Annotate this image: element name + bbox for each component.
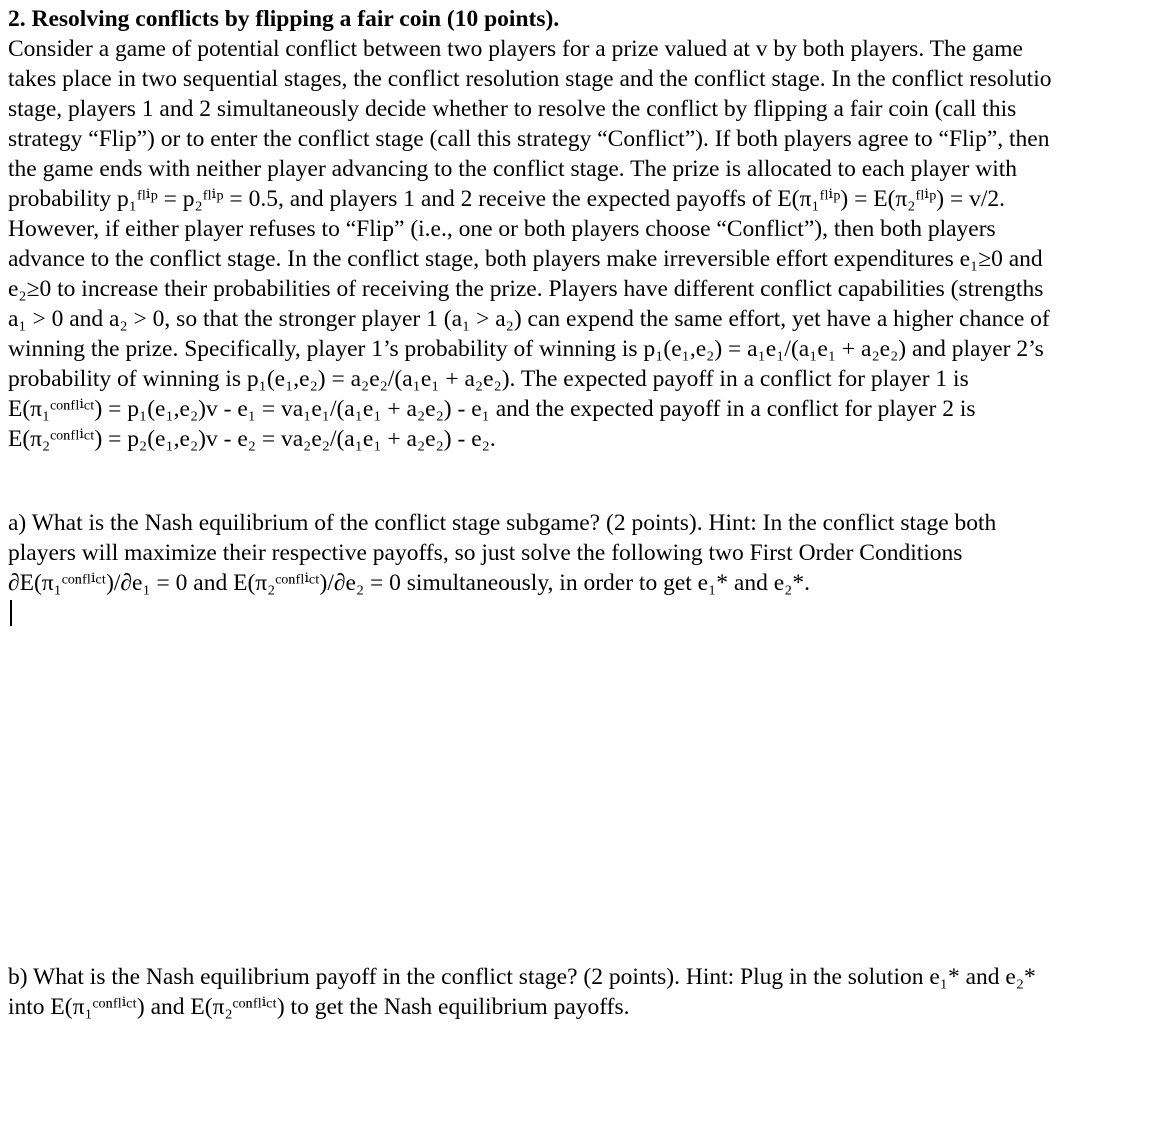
part-b-line: into E(π₁ᶜᵒⁿᶠˡⁱᶜᵗ) and E(π₂ᶜᵒⁿᶠˡⁱᶜᵗ) to get the Nash equilibrium payoffs. — [8, 994, 630, 1020]
part-a-line: a) What is the Nash equilibrium of the conflict stage subgame? (2 points). Hint: In the conflict stage both — [8, 510, 997, 536]
intro-line: probability p₁ᶠˡⁱᵖ = p₂ᶠˡⁱᵖ = 0.5, and players 1 and 2 receive the expected payoffs of E(π₁ᶠˡⁱᵖ) = E(π₂ᶠˡⁱᵖ) = v/2. — [8, 186, 1006, 212]
question-part-a — [8, 508, 1162, 598]
part-a-line: ∂E(π₁ᶜᵒⁿᶠˡⁱᶜᵗ)/∂e₁ = 0 and E(π₂ᶜᵒⁿᶠˡⁱᶜᵗ)/∂e₂ = 0 simultaneously, in order to get e₁* and e₂*. — [8, 570, 810, 596]
intro-line: a₁ > 0 and a₂ > 0, so that the stronger player 1 (a₁ > a₂) can expend the same effort, yet have a higher chance of — [8, 306, 1050, 332]
part-b-line: b) What is the Nash equilibrium payoff in the conflict stage? (2 points). Hint: Plug in the solution e₁* and e₂* — [8, 964, 1036, 990]
intro-line: stage, players 1 and 2 simultaneously decide whether to resolve the conflict by flipping a fair coin (call this — [8, 96, 1017, 122]
spacer — [8, 454, 1162, 508]
problem-title: 2. Resolving conflicts by flipping a fair coin (10 points). — [8, 6, 560, 32]
intro-line: e₂≥0 to increase their probabilities of receiving the prize. Players have different conflict capabilities (strengths — [8, 276, 1044, 302]
problem-intro — [8, 34, 1162, 454]
text-cursor — [10, 600, 12, 626]
document-body — [8, 4, 1162, 1022]
intro-line: winning the prize. Specifically, player 1’s probability of winning is p₁(e₁,e₂) = a₁e₁/(a₁e₁ + a₂e₂) and player 2’s — [8, 336, 1044, 362]
answer-area-a[interactable] — [8, 598, 1162, 632]
spacer — [8, 632, 1162, 962]
part-a-line: players will maximize their respective payoffs, so just solve the following two First Order Conditions — [8, 540, 963, 566]
intro-line: E(π₁ᶜᵒⁿᶠˡⁱᶜᵗ) = p₁(e₁,e₂)v - e₁ = va₁e₁/(a₁e₁ + a₂e₂) - e₁ and the expected payoff in a conflict for player 2 is — [8, 396, 976, 422]
intro-line: advance to the conflict stage. In the conflict stage, both players make irreversible effort expenditures e₁≥0 and — [8, 246, 1043, 272]
intro-line: However, if either player refuses to “Flip” (i.e., one or both players choose “Conflict”), then both players — [8, 216, 996, 242]
intro-line: takes place in two sequential stages, the conflict resolution stage and the conflict stage. In the conflict resolutio — [8, 66, 1052, 92]
intro-line: Consider a game of potential conflict between two players for a prize valued at v by both players. The game — [8, 36, 1023, 62]
intro-line: the game ends with neither player advancing to the conflict stage. The prize is allocated to each player with — [8, 156, 1018, 182]
intro-line: E(π₂ᶜᵒⁿᶠˡⁱᶜᵗ) = p₂(e₁,e₂)v - e₂ = va₂e₂/(a₁e₁ + a₂e₂) - e₂. — [8, 426, 496, 452]
intro-line: probability of winning is p₁(e₁,e₂) = a₂e₂/(a₁e₁ + a₂e₂). The expected payoff in a conflict for player 1 is — [8, 366, 969, 392]
question-part-b — [8, 962, 1162, 1022]
intro-line: strategy “Flip”) or to enter the conflict stage (call this strategy “Conflict”). If both players agree to “Flip”, then — [8, 126, 1050, 152]
